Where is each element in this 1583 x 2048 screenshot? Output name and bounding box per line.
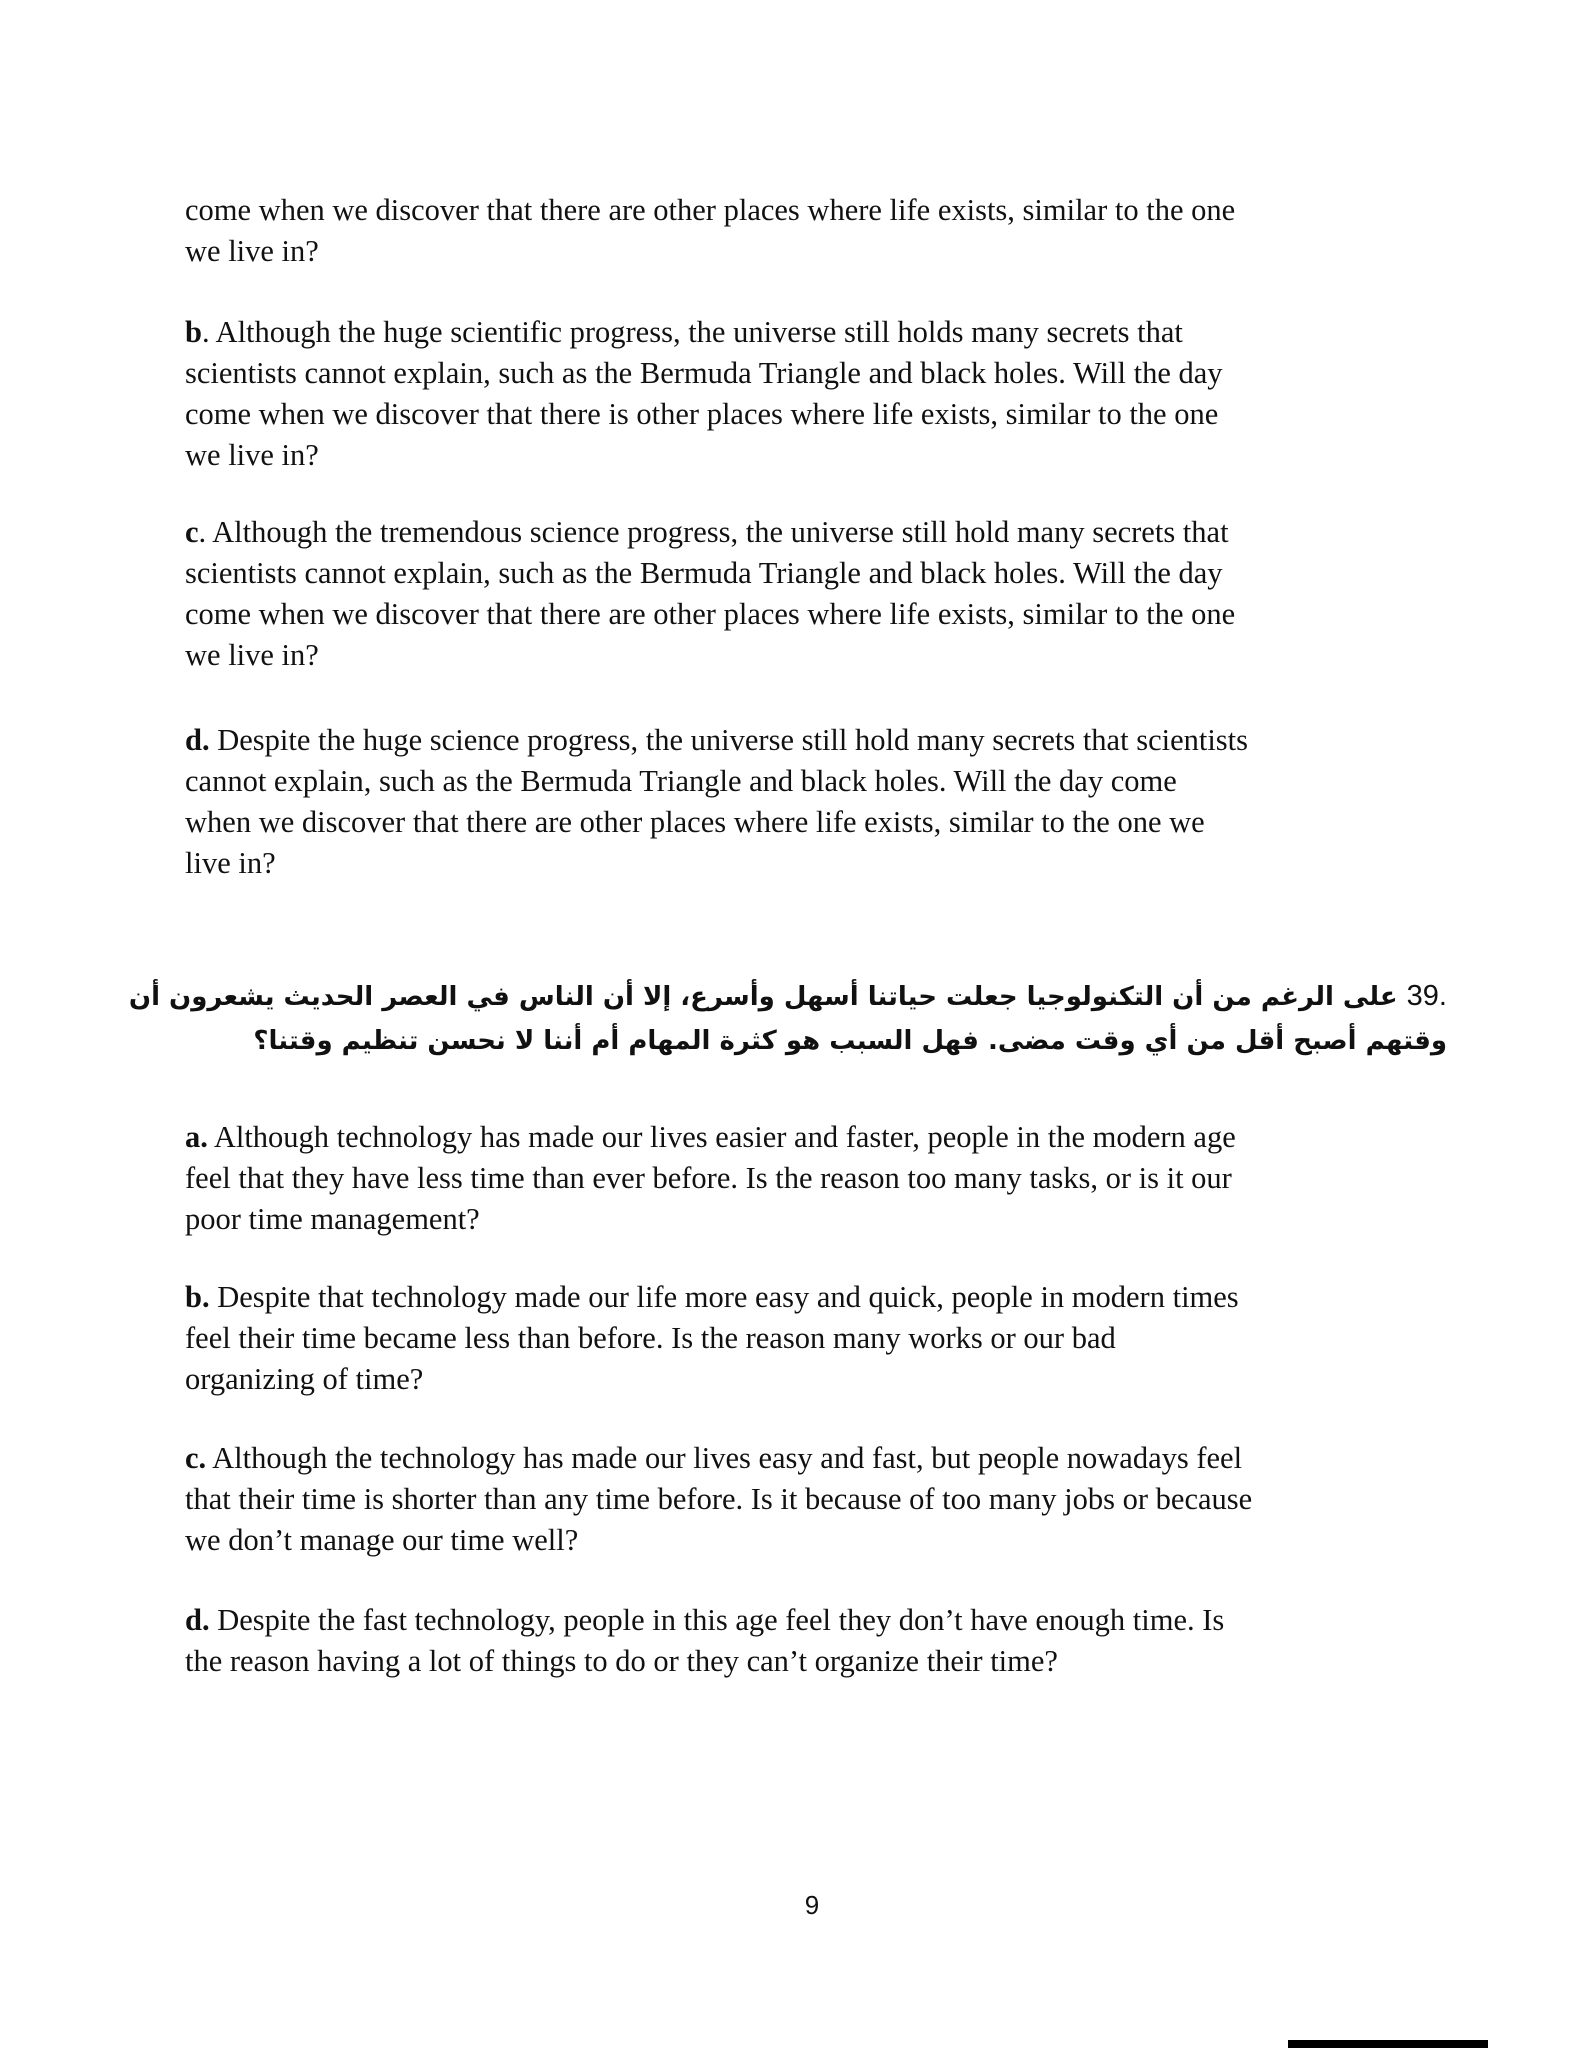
option-text: Although the tremendous science progress, the universe still hold many secrets that	[212, 515, 1229, 549]
text-line: we live in?	[185, 638, 319, 672]
text-line	[185, 1277, 1475, 1318]
text-line: when we discover that there are other places where life exists, similar to the one we	[185, 805, 1205, 839]
option-text: Although the technology has made our lives easy and fast, but people nowadays feel	[212, 1441, 1243, 1475]
option-text: Although the huge scientific progress, the universe still holds many secrets that	[215, 315, 1183, 349]
option-label-punct: .	[201, 315, 216, 349]
option-label: b	[185, 315, 202, 349]
arabic-line: وقتهم أصبح أقل من أي وقت مضى. فهل السبب هو كثرة المهام أم أننا لا نحسن تنظيم وقتنا؟	[253, 1026, 1447, 1056]
option-label: d.	[185, 1603, 210, 1637]
text-line: poor time management?	[185, 1202, 480, 1236]
text-line: organizing of time?	[185, 1362, 424, 1396]
option-label-punct: .	[198, 515, 213, 549]
option-text: Despite the huge science progress, the universe still hold many secrets that scientists	[217, 723, 1249, 757]
text-line: cannot explain, such as the Bermuda Triangle and black holes. Will the day come	[185, 764, 1177, 798]
q39-option-d	[185, 1600, 1475, 1682]
text-line: we don’t manage our time well?	[185, 1523, 579, 1557]
option-label: d.	[185, 723, 210, 757]
text-line: come when we discover that there are other places where life exists, similar to the one	[185, 597, 1236, 631]
q39-option-a	[185, 1117, 1475, 1240]
q38-option-b	[185, 312, 1475, 476]
q39-option-c	[185, 1438, 1475, 1561]
text-line: come when we discover that there are other places where life exists, similar to the one	[185, 193, 1236, 227]
arabic-text: على الرغم من أن التكنولوجيا جعلت حياتنا أسهل وأسرع، إلا أن الناس في العصر الحديث يشعرون أن	[128, 982, 1398, 1012]
text-line	[185, 312, 1475, 353]
text-line	[185, 720, 1475, 761]
text-line: we live in?	[185, 234, 319, 268]
option-label: a.	[185, 1120, 208, 1154]
option-text: Despite the fast technology, people in this age feel they don’t have enough time. Is	[217, 1603, 1225, 1637]
q38-option-d	[185, 720, 1475, 884]
text-line	[185, 1600, 1475, 1641]
page-number: 9	[804, 1890, 820, 1920]
text-line	[185, 1117, 1475, 1158]
q38-stem-continued	[185, 190, 1475, 272]
text-line: live in?	[185, 846, 276, 880]
text-line	[185, 1438, 1475, 1479]
option-label: b.	[185, 1280, 210, 1314]
option-label: c	[185, 515, 199, 549]
option-text: Although technology has made our lives easier and faster, people in the modern age	[213, 1120, 1236, 1154]
q39-arabic-stem	[128, 974, 1447, 1064]
text-line: come when we discover that there is other places where life exists, similar to the one	[185, 397, 1219, 431]
text-line: feel that they have less time than ever before. Is the reason too many tasks, or is it our	[185, 1161, 1232, 1195]
option-label: c.	[185, 1441, 207, 1475]
question-number: 39.	[1406, 980, 1447, 1012]
text-line: that their time is shorter than any time before. Is it because of too many jobs or because	[185, 1482, 1253, 1516]
text-line: the reason having a lot of things to do or they can’t organize their time?	[185, 1644, 1058, 1678]
text-line	[185, 512, 1475, 553]
q38-option-c	[185, 512, 1475, 676]
q39-option-b	[185, 1277, 1475, 1400]
text-line: scientists cannot explain, such as the Bermuda Triangle and black holes. Will the day	[185, 556, 1223, 590]
arabic-line	[128, 974, 1447, 1019]
text-line: scientists cannot explain, such as the Bermuda Triangle and black holes. Will the day	[185, 356, 1223, 390]
text-line: we live in?	[185, 438, 319, 472]
text-line: feel their time became less than before. Is the reason many works or our bad	[185, 1321, 1116, 1355]
footer-bar	[1288, 2040, 1488, 2048]
option-text: Despite that technology made our life more easy and quick, people in modern times	[217, 1280, 1239, 1314]
